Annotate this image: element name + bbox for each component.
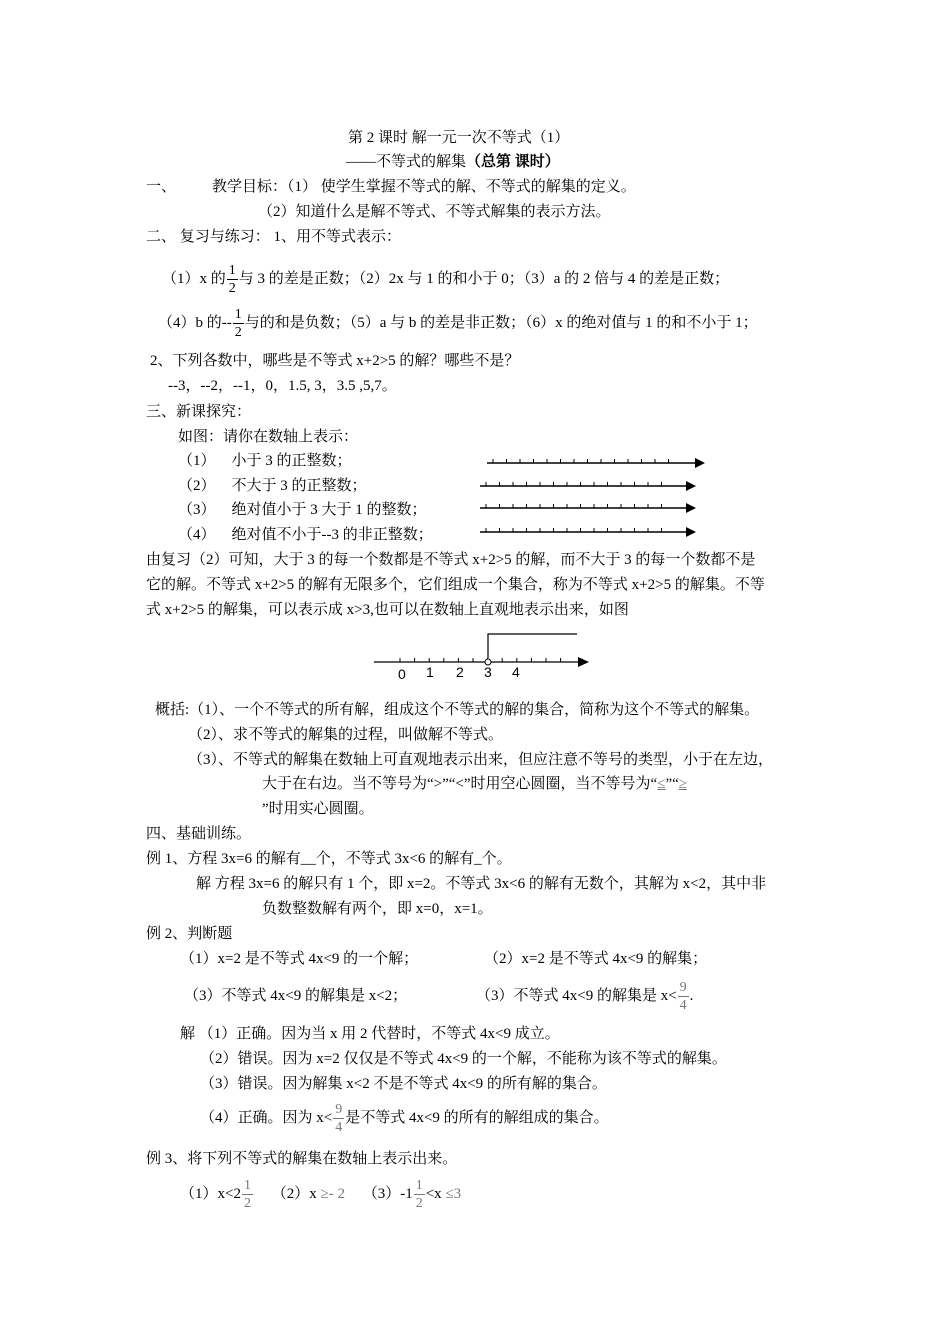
review-q2: 2、下列各数中，哪些是不等式 x+2>5 的解？哪些不是？ [150, 353, 520, 369]
example-2-solution-4: （4）正确。因为 x< $\frac{9}{4}$ 是不等式 4x<9 的所有的解组成的集合。 [200, 1102, 609, 1136]
objectives-item2: （2）知道什么是解不等式、不等式解集的表示方法。 [258, 204, 611, 220]
number-line-4 [478, 525, 708, 539]
title-line2 [346, 152, 560, 172]
example-2-q1: （1）x=2 是不等式 4x<9 的一个解； [180, 951, 419, 967]
summary-2: （2）、求不等式的解集的过程，叫做解不等式。 [188, 727, 504, 743]
example-2-q3: （3）不等式 4x<9 的解集是 x<2； [184, 988, 408, 1004]
review-row2: （4）b 的-- $\frac{1}{2}$ 与的和是负数；（5）a 与 b 的差是非正数；（6）x 的绝对值与 1 的和不小于 1； [158, 307, 758, 341]
summary-3c: ”时用实心圆圈。 [262, 801, 374, 817]
objectives-label: 教学目标：（1） 使学生掌握不等式的解、不等式的解集的定义。 [212, 179, 636, 195]
example-2-solution-3: （3）错误。因为解集 x<2 不是不等式 4x<9 的所有解的集合。 [200, 1076, 607, 1092]
explore-heading: 三、新课探究： [146, 404, 252, 420]
half-fraction: $\frac{1}{2}$ [234, 307, 242, 341]
basics-heading: 四、基础训练。 [146, 826, 252, 842]
explore-item-4: （4） 绝对值不小于--3 的非正整数； [178, 527, 433, 543]
ge-symbol: ≥ [678, 776, 688, 792]
review-heading: 二、 复习与练习： 1、用不等式表示： [146, 229, 402, 245]
solution-number-line [372, 630, 612, 680]
number-line-3 [478, 501, 708, 515]
solution-bracket [488, 634, 577, 658]
objectives-num: 一、 [146, 179, 177, 195]
example-1: 例 1、方程 3x=6 的解有__个，不等式 3x<6 的解有_个。 [146, 851, 512, 867]
subtitle: ——不等式的解集 [346, 154, 467, 170]
explore-para2: 它的解。不等式 x+2>5 的解有无限多个，它们组成一个集合，称为不等式 x+2>5 的解集。不等 [146, 577, 765, 593]
axis-label-0: 0 [398, 666, 406, 682]
explore-item-3: （3） 绝对值小于 3 大于 1 的整数； [178, 502, 427, 518]
summary-1: 概括:（1）、一个不等式的所有解，组成这个不等式的解的集合，简称为这个不等式的解集。 [155, 702, 760, 718]
nine-quarters-fraction: $\frac{9}{4}$ [679, 980, 687, 1014]
review-nums: --3，--2，--1，0，1.5, 3，3.5 ,5,7。 [168, 378, 397, 394]
example-3: 例 3、将下列不等式的解集在数轴上表示出来。 [146, 1151, 458, 1167]
axis-label-2: 2 [456, 664, 464, 680]
example-2-q2: （2）x=2 是不等式 4x<9 的解集； [484, 951, 708, 967]
le-symbol: ≤ [657, 776, 666, 792]
number-line-2 [478, 479, 708, 493]
half-fraction: $\frac{1}{2}$ [415, 1178, 423, 1212]
half-fraction: $\frac{1}{2}$ [228, 263, 236, 297]
axis-label-1: 1 [426, 664, 434, 680]
example-2-q4: （3）不等式 4x<9 的解集是 x< $\frac{9}{4}$ . [476, 980, 694, 1014]
review-row1: （1）x 的 $\frac{1}{2}$ 与 3 的差是正数；（2）2x 与 1 的和小于 0；（3）a 的 2 倍与 4 的差是正数； [162, 263, 730, 297]
example-1-solution-1: 解 方程 3x=6 的解只有 1 个，即 x=2。不等式 3x<6 的解有无数个，其解为 x<2，其中非 [196, 876, 767, 892]
title-line1: 第 2 课时 解一元一次不等式（1） [348, 130, 570, 146]
axis-label-3: 3 [484, 664, 492, 680]
summary-3b: 大于在右边。当不等号为“>”“<”时用空心圆圈，当不等号为“≤”“≥ [262, 776, 688, 792]
example-2: 例 2、判断题 [146, 926, 233, 942]
nine-quarters-fraction: $\frac{9}{4}$ [335, 1102, 343, 1136]
axis-label-4: 4 [512, 664, 520, 680]
example-3-parts: （1）x<2 $\frac{1}{2}$ （2）x ≥- 2 （3）-1 $\frac{1}{2}$ <x ≤3 [180, 1178, 462, 1212]
example-1-solution-2: 负数整数解有两个，即 x=0，x=1。 [262, 901, 493, 917]
explore-para1: 由复习（2）可知，大于 3 的每一个数都是不等式 x+2>5 的解，而不大于 3 的每一个数都不是 [146, 552, 756, 568]
example-2-solution-1: 解 （1）正确。因为当 x 用 2 代替时，不等式 4x<9 成立。 [180, 1026, 560, 1042]
explore-para3: 式 x+2>5 的解集，可以表示成 x>3,也可以在数轴上直观地表示出来，如图 [146, 602, 629, 618]
explore-intro: 如图：请你在数轴上表示： [178, 429, 359, 445]
example-2-solution-2: （2）错误。因为 x=2 仅仅是不等式 4x<9 的一个解，不能称为该不等式的解集。 [200, 1051, 727, 1067]
number-line-1 [485, 456, 715, 470]
explore-item-1: （1） 小于 3 的正整数； [178, 453, 352, 469]
summary-3a: （3）、不等式的解集在数轴上可直观地表示出来，但应注意不等号的类型，小于在左边， [188, 752, 774, 768]
total-lesson: （总第 课时） [466, 154, 560, 170]
explore-item-2: （2） 不大于 3 的正整数； [178, 478, 367, 494]
half-fraction: $\frac{1}{2}$ [243, 1178, 251, 1212]
